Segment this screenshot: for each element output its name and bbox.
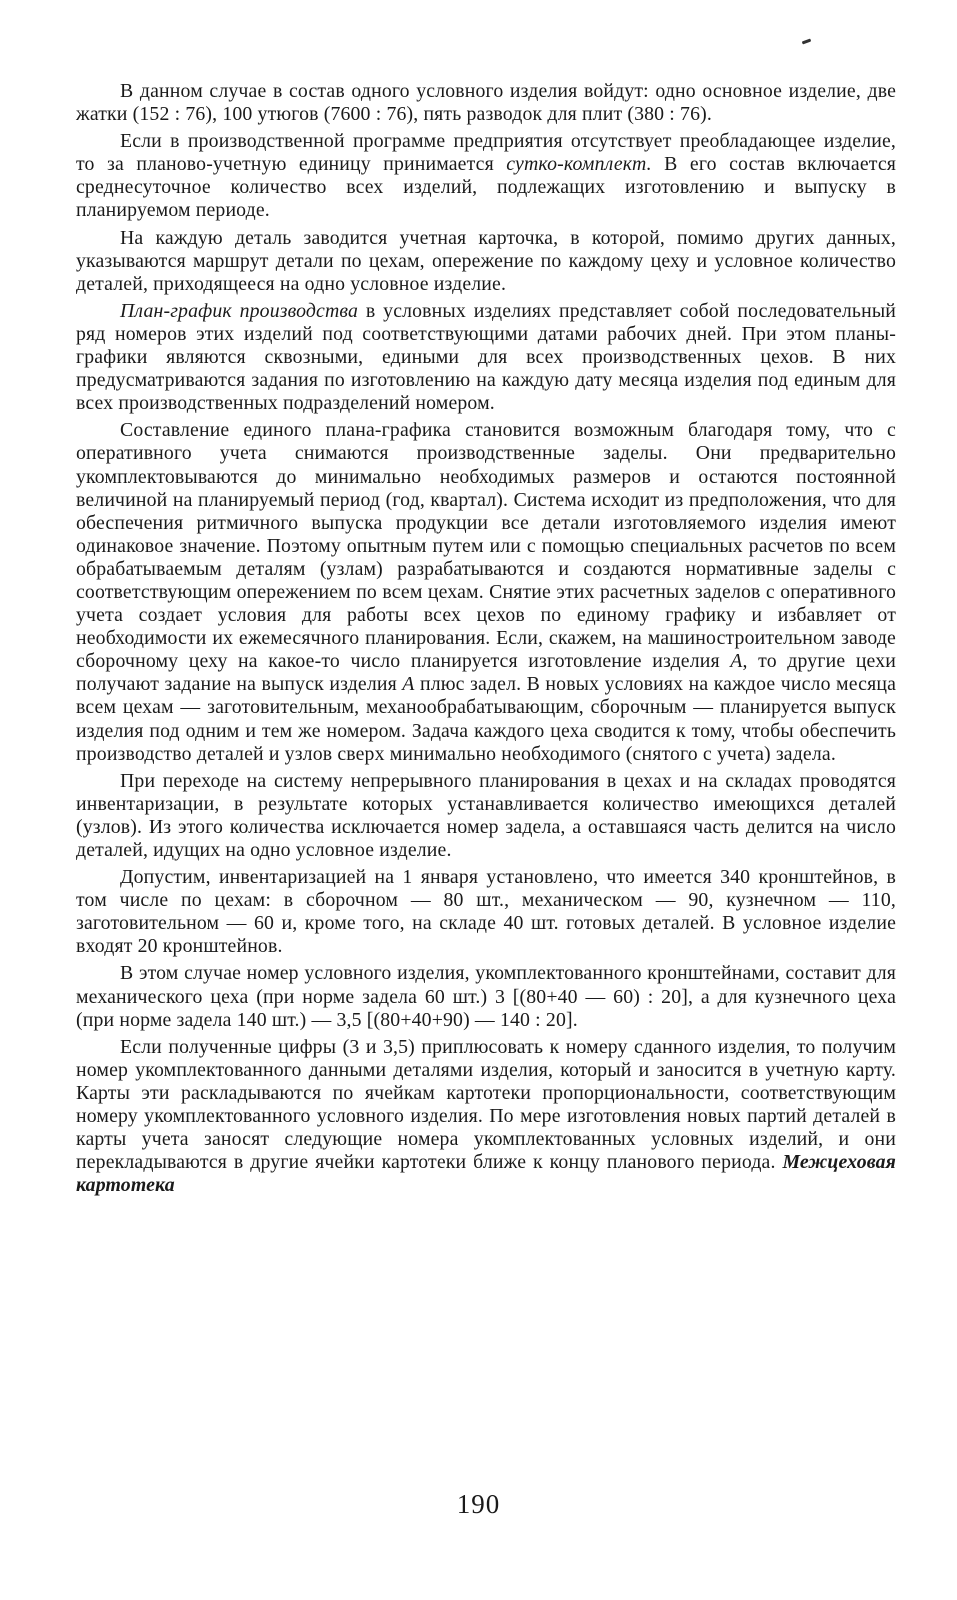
paragraph-6-text: При переходе на систему непрерывного планирования в цехах и на складах проводятся инвентаризации, в результате которых устанавливается количество имеющихся деталей (узлов). Из этого количества исключается номер задела, а оставшаяся часть делится на число деталей, идущих на одно условное изделие. [76, 769, 896, 861]
paragraph-9 [76, 1036, 896, 1198]
paragraph-3-text: На каждую деталь заводится учетная карточка, в которой, помимо других данных, указываются маршрут детали по цехам, опережение по каждому цеху и условное количество деталей, приходящееся на одно условное изделие. [76, 226, 896, 295]
paragraph-5-text-b: , то другие цехи получают задание на выпуск изделия [76, 650, 897, 696]
paragraph-7-text: Допустим, инвентаризацией на 1 января установлено, что имеется 340 кронштейнов, в том числе по цехам: в сборочном — 80 шт., механическом — 90, кузнечном — 110, заготовительном — 60 и, кроме того, на складе 40 шт. готовых деталей. В условное изделие входят 20 кронштейнов. [76, 866, 896, 958]
paragraph-2-term: сутко-комплект. [506, 153, 652, 176]
print-speck [802, 39, 811, 45]
paragraph-4-term: План-график производства [120, 299, 359, 322]
paragraph-5-text-a: Составление единого плана-графика становится возможным благодаря тому, что с оперативного учета снимаются производственные заделы. Они предварительно укомплектовываются до минимально необходимых размеров и остаются постоянной величиной на планируемый период (год, квартал). Система исходит из предположения, что для обеспечения ритмичного выпуска продукции все детали изготовляемого изделия имеют одинаковое значение. Поэтому опытным путем или с помощью специальных расчетов по всем обрабатываемым деталям (узлам) разрабатываются и создаются нормативные заделы с соответствующим опережением по всем цехам. Снятие этих расчетных заделов с оперативного учета создает условия для работы всех цехов по единому графику и избавляет от необходимости их ежемесячного планирования. Если, скажем, на машиностроительном заводе сборочному цеху на какое-то число планируется изготовление изделия [76, 419, 896, 673]
paragraph-4 [76, 300, 896, 415]
page-body [76, 80, 896, 1201]
page-number: 190 [456, 1489, 501, 1519]
paragraph-8-text: В этом случае номер условного изделия, укомплектованного кронштейнами, составит для механического цеха (при норме задела 60 шт.) 3 [(80+40 — 60) : 20], а для кузнечного цеха (при норме задела 140 шт.) — 3,5 [(80+40+90) — 140 : 20]. [76, 962, 896, 1031]
paragraph-5-text-c: плюс задел. В новых условиях на каждое число месяца всем цехам — заготовительным, механообрабатывающим, сборочным — планируется выпуск изделия под одним и тем же номером. Задача каждого цеха сводится к тому, чтобы обеспечить производство деталей и узлов сверх минимально необходимого (снятого с учета) задела. [76, 673, 896, 765]
paragraph-2-text-a: Если в производственной программе предприятия отсутствует преобладающее изделие, то за планово-учетную единицу принимается [76, 130, 896, 176]
paragraph-5-var-a-1: А [730, 650, 743, 673]
paragraph-8 [76, 962, 896, 1031]
paragraph-5 [76, 419, 896, 765]
paragraph-2 [76, 130, 896, 222]
paragraph-4-text: в условных изделиях представляет собой последовательный ряд номеров этих изделий под соответствующими датами рабочих дней. При этом планы-графики являются сквозными, едиными для всех производственных цехов. В них предусматриваются задания по изготовлению на каждую дату месяца изделия под единым для всех производственных подразделений номером. [76, 299, 897, 415]
paragraph-3 [76, 227, 896, 296]
paragraph-1 [76, 80, 896, 126]
paragraph-7 [76, 866, 896, 958]
paragraph-1-text: В данном случае в состав одного условного изделия войдут: одно основное изделие, две жатки (152 : 76), 100 утюгов (7600 : 76), пять разводок для плит (380 : 76). [76, 80, 896, 126]
paragraph-2-text-b: В его состав включается среднесуточное количество всех изделий, подлежащих изготовлению и выпуску в планируемом периоде. [76, 153, 897, 222]
paragraph-9-text: Если полученные цифры (3 и 3,5) приплюсовать к номеру сданного изделия, то получим номер укомплектованного данными деталями изделия, который и заносится в учетную карту. Карты эти раскладываются по ячейкам картотеки пропорциональности, соответствующим номеру укомплектованного условного изделия. По мере изготовления новых партий деталей в карты учета заносят следующие номера укомплектованных условных изделий, и они перекладываются в другие ячейки картотеки ближе к концу планового периода. [76, 1035, 896, 1174]
paragraph-9-term: Межцеховая картотека [76, 1151, 896, 1197]
paragraph-6 [76, 770, 896, 862]
paragraph-5-var-a-2: А [402, 673, 415, 696]
